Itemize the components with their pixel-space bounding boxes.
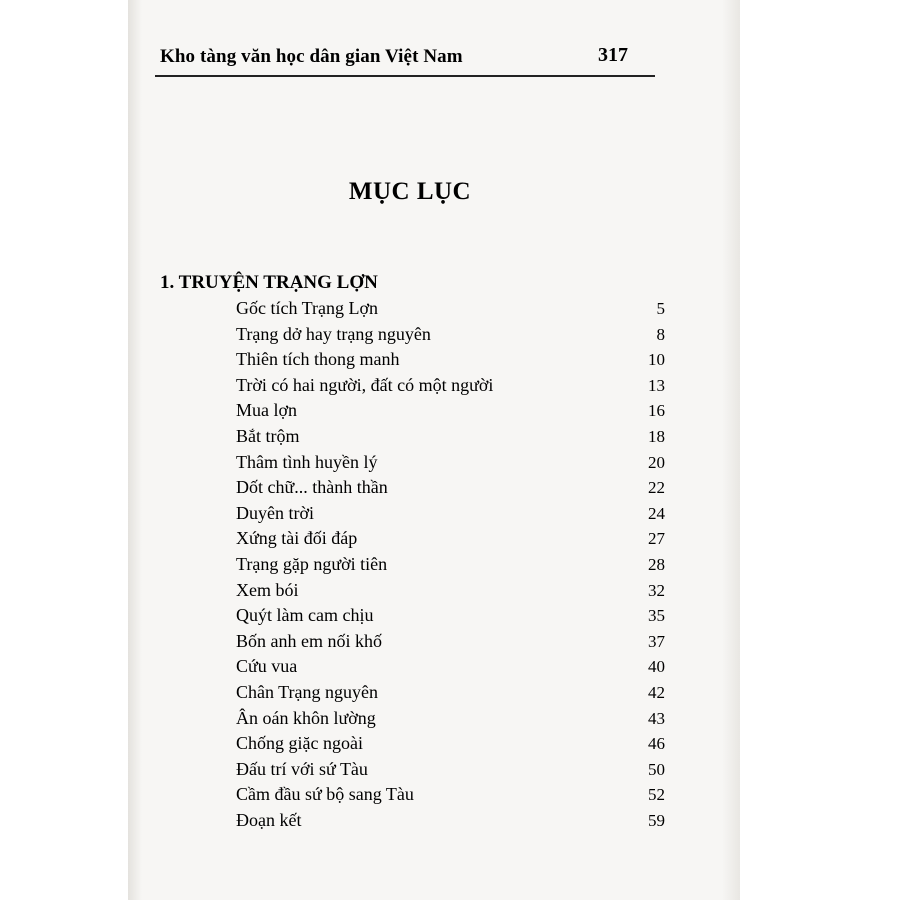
toc-entry-title: Gốc tích Trạng Lợn: [236, 298, 379, 318]
toc-entry: [0, 322, 900, 348]
toc-entry-page: 5: [656, 299, 665, 318]
toc-entry-title: Trạng dở hay trạng nguyên: [236, 323, 431, 344]
toc-entry-title: Xem bói: [236, 579, 299, 600]
toc-entry: [0, 501, 900, 527]
toc-entry: [0, 526, 900, 552]
toc-entry-list: [0, 296, 900, 833]
toc-entry: [0, 296, 900, 322]
toc-entry-page: 37: [648, 631, 665, 651]
toc-entry-title: Cầm đầu sứ bộ sang Tàu: [236, 784, 414, 805]
toc-entry-page: 43: [648, 708, 665, 728]
toc-entry-page: 52: [648, 785, 665, 805]
toc-entry-title: Trạng gặp người tiên: [236, 553, 388, 574]
toc-entry-page: 20: [648, 452, 665, 472]
toc-entry-page: 18: [648, 426, 665, 446]
toc-entry: [0, 450, 900, 476]
toc-entry-title: Thâm tình huyền lý: [236, 451, 378, 472]
toc-title: MỤC LỤC: [348, 178, 472, 205]
toc-entry-title: Mua lợn: [236, 400, 298, 421]
toc-entry: [0, 347, 900, 373]
toc-entry-page: 35: [648, 606, 665, 626]
toc-entry-page: 24: [648, 503, 665, 523]
toc-entry: [0, 629, 900, 655]
toc-entry-title: Đấu trí với sứ Tàu: [236, 758, 368, 779]
toc-entry-title: Cứu vua: [236, 656, 298, 677]
toc-entry-title: Bốn anh em nối khố: [236, 630, 382, 651]
toc-entry: [0, 731, 900, 757]
toc-entry-page: 22: [648, 478, 665, 498]
toc-entry-page: 27: [648, 529, 665, 549]
toc-entry: [0, 475, 900, 501]
running-header-page-number: 317: [598, 44, 628, 66]
toc-entry-page: 46: [648, 734, 665, 754]
toc-entry: [0, 398, 900, 424]
toc-entry: [0, 706, 900, 732]
toc-entry-page: 50: [648, 759, 665, 779]
toc-entry: [0, 603, 900, 629]
header-rule: [155, 75, 655, 77]
toc-entry-page: 40: [648, 657, 665, 677]
toc-entry-title: Bắt trộm: [236, 425, 300, 446]
toc-entry-title: Đoạn kết: [236, 809, 302, 830]
toc-entry-page: 8: [656, 324, 665, 344]
toc-entry-title: Chống giặc ngoài: [236, 733, 363, 754]
toc-entry: [0, 552, 900, 578]
toc-entry-title: Ân oán khôn lường: [236, 707, 376, 728]
toc-entry: [0, 373, 900, 399]
running-header-title: Kho tàng văn học dân gian Việt Nam: [160, 46, 463, 67]
toc-entry: [0, 782, 900, 808]
section-heading: 1. TRUYỆN TRẠNG LỢN: [160, 272, 378, 293]
toc-entry-title: Duyên trời: [236, 502, 315, 523]
toc-entry: [0, 654, 900, 680]
toc-entry: [0, 578, 900, 604]
toc-entry-page: 32: [648, 580, 665, 600]
toc-entry-title: Thiên tích thong manh: [236, 349, 400, 370]
toc-entry: [0, 680, 900, 706]
toc-entry-title: Chân Trạng nguyên: [236, 681, 379, 702]
toc-entry-page: 10: [648, 350, 665, 370]
toc-entry: [0, 808, 900, 834]
toc-entry: [0, 757, 900, 783]
toc-entry-title: Trời có hai người, đất có một người: [236, 374, 494, 395]
toc-entry-page: 13: [648, 375, 665, 395]
toc-entry-page: 16: [648, 401, 665, 421]
toc-entry-title: Quýt làm cam chịu: [236, 605, 374, 626]
toc-entry-title: Dốt chữ... thành thần: [236, 477, 388, 498]
toc-entry-page: 28: [648, 554, 665, 574]
toc-entry-title: Xứng tài đối đáp: [236, 528, 358, 549]
toc-entry: [0, 424, 900, 450]
toc-entry-page: 42: [648, 682, 665, 702]
toc-entry-page: 59: [648, 810, 665, 830]
